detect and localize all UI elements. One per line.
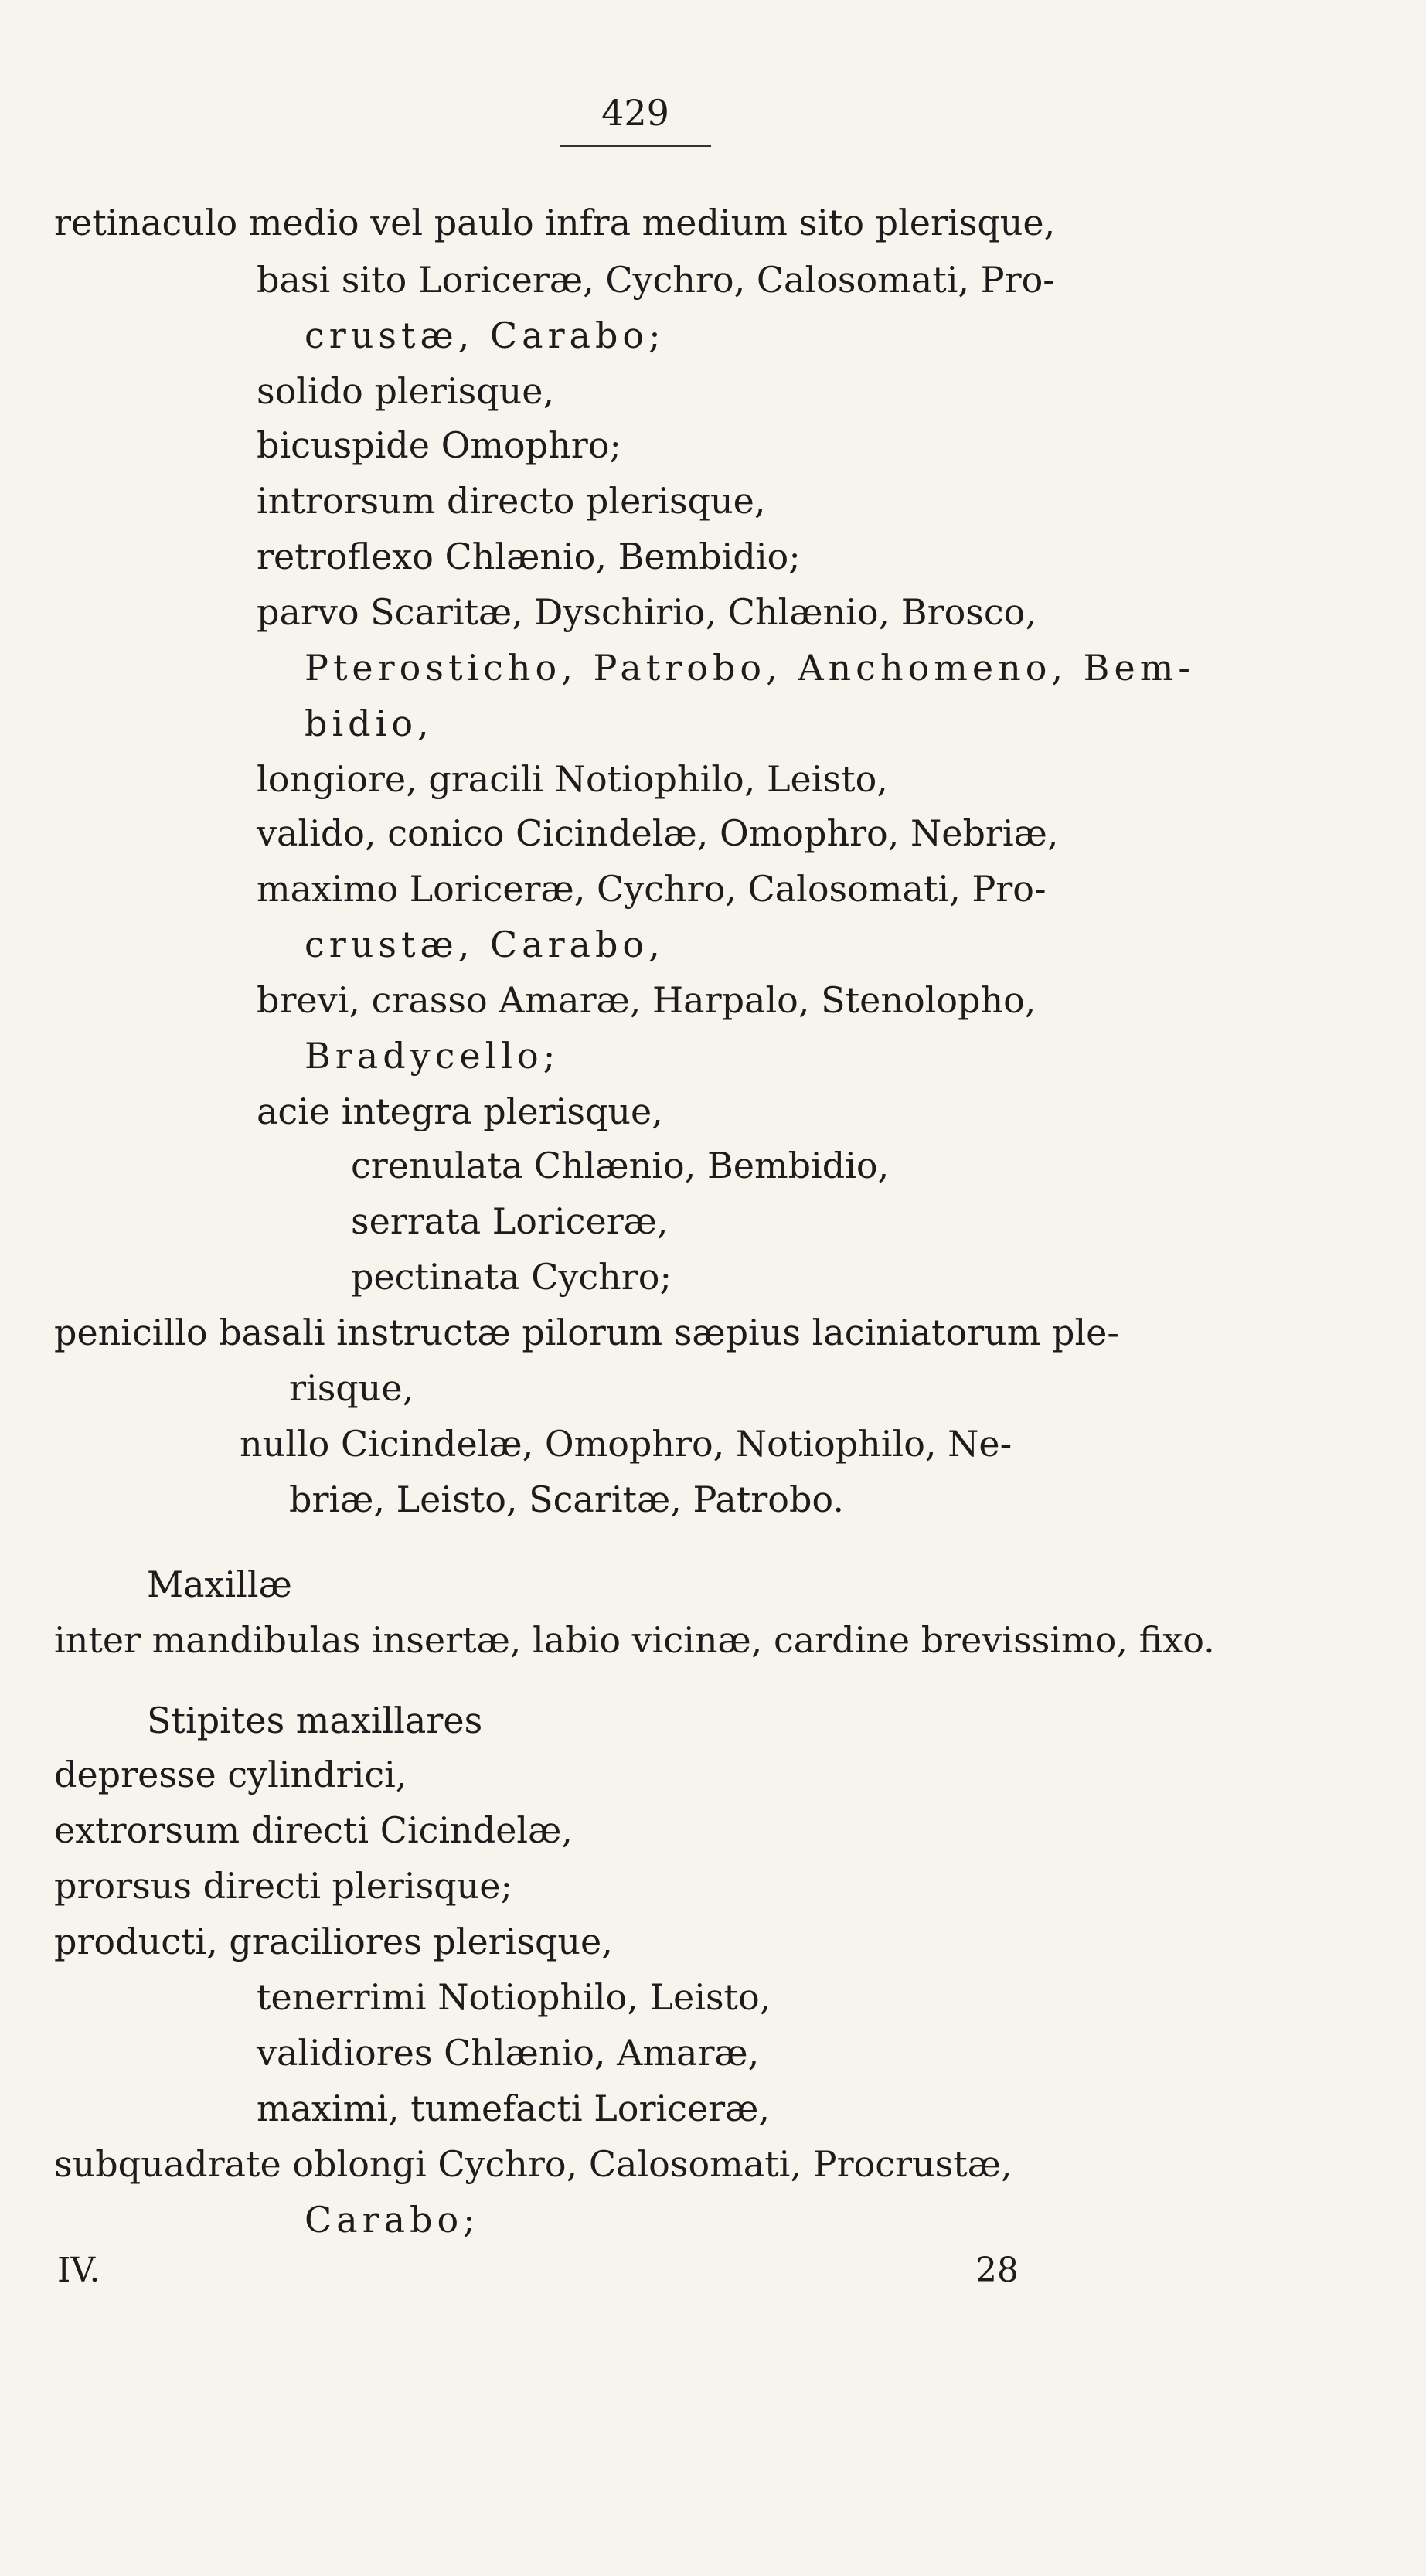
section-heading: Stipites maxillares [147,1700,483,1741]
gathering-number: 28 [975,2251,1019,2290]
text-line: validiores Chlænio, Amaræ, [257,2032,760,2074]
text-line: maximo Loriceræ, Cychro, Calosomati, Pro- [257,868,1047,910]
text-line: crustæ, Carabo; [305,315,665,356]
text-line: bidio, [305,703,434,744]
text-line: penicillo basali instructæ pilorum sæpius laciniatorum ple- [54,1312,1119,1353]
page-number-rule [560,145,711,147]
text-line: serrata Loriceræ, [351,1200,669,1242]
text-line: longiore, gracili Notiophilo, Leisto, [257,758,888,800]
text-line: acie integra plerisque, [257,1091,663,1132]
text-line: basi sito Loriceræ, Cychro, Calosomati, Pro- [257,259,1055,301]
text-line: Carabo; [305,2199,480,2241]
text-line: risque, [289,1367,414,1409]
text-line: maximi, tumefacti Loriceræ, [257,2088,771,2129]
text-line: valido, conico Cicindelæ, Omophro, Nebriæ, [257,812,1059,854]
text-line: parvo Scaritæ, Dyschirio, Chlænio, Brosco, [257,591,1036,633]
text-line: nullo Cicindelæ, Omophro, Notiophilo, Ne- [240,1423,1012,1465]
text-line: briæ, Leisto, Scaritæ, Patrobo. [289,1479,844,1520]
text-line: depresse cylindrici, [54,1754,407,1795]
text-line: pectinata Cychro; [351,1256,672,1298]
page-number: 429 [601,92,669,134]
text-line: bicuspide Omophro; [257,424,621,466]
text-line: retinaculo medio vel paulo infra medium sito plerisque, [54,202,1056,243]
text-line: solido plerisque, [257,370,555,412]
text-line: Bradycello; [305,1035,560,1077]
text-line: brevi, crasso Amaræ, Harpalo, Stenolopho, [257,979,1036,1021]
text-line: introrsum directo plerisque, [257,480,766,522]
text-line: extrorsum directi Cicindelæ, [54,1809,573,1851]
text-line: crenulata Chlænio, Bembidio, [351,1145,890,1186]
text-line: producti, graciliores plerisque, [54,1921,613,1962]
text-line: tenerrimi Notiophilo, Leisto, [257,1976,771,2018]
signature-mark: IV. [57,2251,100,2290]
text-line: inter mandibulas insertæ, labio vicinæ, cardine brevissimo, fixo. [54,1619,1215,1661]
text-line: retroflexo Chlænio, Bembidio; [257,536,801,577]
text-line: subquadrate oblongi Cychro, Calosomati, Procrustæ, [54,2143,1012,2185]
text-line: prorsus directi plerisque; [54,1865,513,1907]
section-heading: Maxillæ [147,1564,292,1605]
text-line: crustæ, Carabo, [305,924,665,965]
text-line: Pterosticho, Patrobo, Anchomeno, Bem- [305,647,1195,689]
